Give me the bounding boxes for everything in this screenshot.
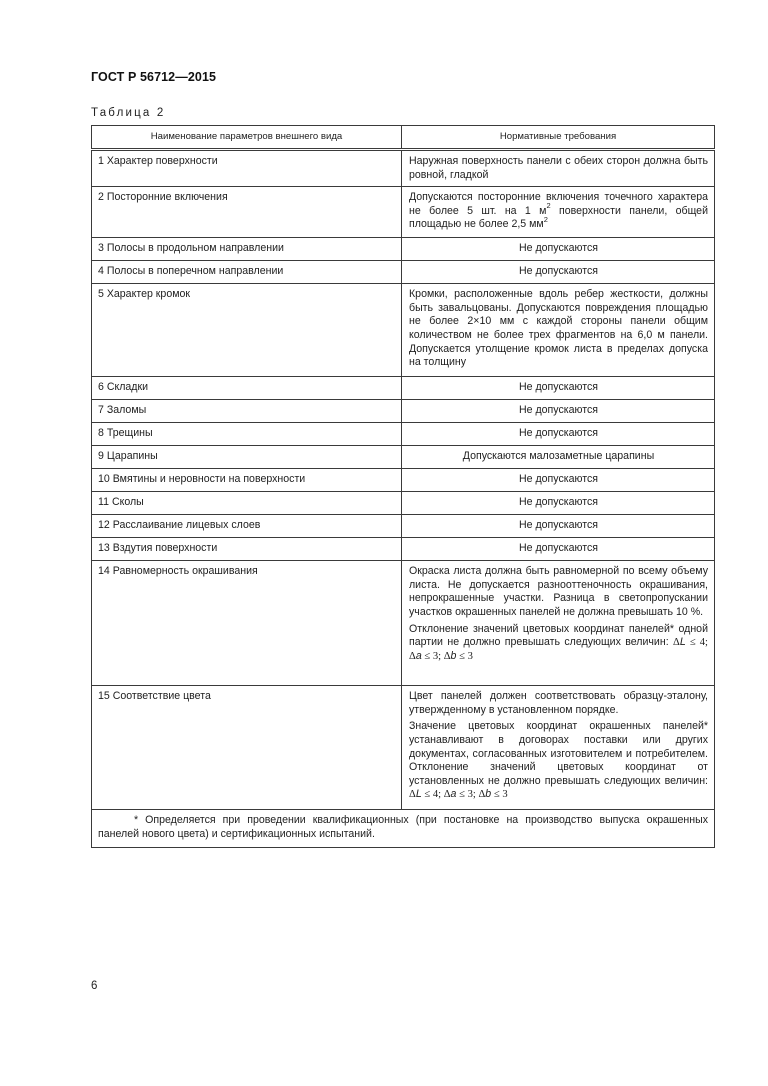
table-footnote	[92, 810, 715, 848]
requirement-cell: Не допускаются	[402, 400, 715, 423]
table-row	[92, 538, 715, 561]
requirement-cell: Не допускаются	[402, 423, 715, 446]
requirement-cell: Не допускаются	[402, 238, 715, 261]
table-row	[92, 515, 715, 538]
table-row	[92, 261, 715, 284]
requirement-paragraph: Отклонение значений цветовых координат панелей* одной партии не должно превышать следующих величин: ΔL ≤ 4; Δa ≤ 3; Δb ≤ 3	[409, 622, 708, 662]
param-cell: 9 Царапины	[92, 446, 402, 469]
column-header-parameter: Наименование параметров внешнего вида	[92, 126, 402, 150]
superscript: 2	[546, 201, 551, 211]
requirement-cell: Не допускаются	[402, 538, 715, 561]
requirement-cell	[402, 187, 715, 238]
param-cell: 13 Вздутия поверхности	[92, 538, 402, 561]
requirement-cell: Кромки, расположенные вдоль ребер жесткости, должны быть завальцованы. Допускаются повреждения площадью не более 2×10 мм с каждой стороны панели общим количеством не более трех фрагментов на 6,0 м панели. Допускается утолщение кромок листа в пределах допуска на толщину	[402, 284, 715, 377]
requirement-cell: Не допускаются	[402, 492, 715, 515]
table-row	[92, 150, 715, 187]
requirement-paragraph: Окраска листа должна быть равномерной по всему объему листа. Не допускается разнооттеночность окрашивания, непрокрашенные участки. Разница в светопропускании участков окрашенных панелей не должна превышать 10 %.	[409, 565, 708, 618]
requirement-cell: Не допускаются	[402, 261, 715, 284]
table-row	[92, 446, 715, 469]
table-footnote-row	[92, 810, 715, 848]
requirement-cell: Не допускаются	[402, 377, 715, 400]
requirement-text: Допускаются посторонние включения точечного характера не более 5 шт. на 1 м	[409, 191, 708, 217]
appearance-requirements-table	[91, 125, 715, 848]
param-cell: 15 Соответствие цвета	[92, 686, 402, 810]
document-code-header: ГОСТ Р 56712—2015	[91, 70, 217, 84]
requirement-cell	[402, 561, 715, 686]
param-cell: 10 Вмятины и неровности на поверхности	[92, 469, 402, 492]
table-row	[92, 686, 715, 810]
requirement-cell: Не допускаются	[402, 515, 715, 538]
param-cell: 2 Посторонние включения	[92, 187, 402, 238]
requirement-paragraph: Значение цветовых координат окрашенных панелей* устанавливают в договорах поставки или других документах, согласованных изготовителем и потребителем. Отклонение значений цветовых координат от установленных не должно превышать следующих величин: ΔL ≤ 4; Δa ≤ 3; Δb ≤ 3	[409, 720, 708, 801]
param-cell: 1 Характер поверхности	[92, 150, 402, 187]
param-cell: 8 Трещины	[92, 423, 402, 446]
column-header-requirement: Нормативные требования	[402, 126, 715, 150]
delta-tolerances: ΔL ≤ 4; Δa ≤ 3; Δb ≤ 3	[409, 788, 508, 801]
requirement-cell	[402, 686, 715, 810]
footnote-text: * Определяется при проведении квалификационных (при постановке на производство выпуска окрашенных панелей нового цвета) и сертификационных испытаний.	[98, 814, 708, 840]
param-cell: 6 Складки	[92, 377, 402, 400]
table-row	[92, 187, 715, 238]
table-row	[92, 561, 715, 686]
table-row	[92, 423, 715, 446]
param-cell: 14 Равномерность окрашивания	[92, 561, 402, 686]
table-header-row	[92, 126, 715, 150]
param-cell: 7 Заломы	[92, 400, 402, 423]
delta-l-tolerance: ΔL ≤ 4; Δa ≤ 3; Δb ≤ 3	[409, 636, 708, 662]
page-number: 6	[91, 980, 98, 992]
requirement-cell: Не допускаются	[402, 469, 715, 492]
table-row	[92, 377, 715, 400]
param-cell: 11 Сколы	[92, 492, 402, 515]
requirement-cell: Наружная поверхность панели с обеих сторон должна быть ровной, гладкой	[402, 150, 715, 187]
param-cell: 3 Полосы в продольном направлении	[92, 238, 402, 261]
param-cell: 12 Расслаивание лицевых слоев	[92, 515, 402, 538]
table-row	[92, 469, 715, 492]
param-cell: 4 Полосы в поперечном направлении	[92, 261, 402, 284]
table-row	[92, 400, 715, 423]
table-row	[92, 284, 715, 377]
superscript: 2	[543, 214, 548, 224]
requirement-text: поверхности панели, общей площадью не более 2,5 мм	[409, 204, 708, 231]
table-caption: Таблица 2	[91, 107, 166, 119]
table-row	[92, 238, 715, 261]
table-row	[92, 492, 715, 515]
param-cell: 5 Характер кромок	[92, 284, 402, 377]
requirement-cell: Допускаются малозаметные царапины	[402, 446, 715, 469]
requirement-paragraph: Цвет панелей должен соответствовать образцу-эталону, утвержденному в установленном порядке.	[409, 690, 708, 716]
